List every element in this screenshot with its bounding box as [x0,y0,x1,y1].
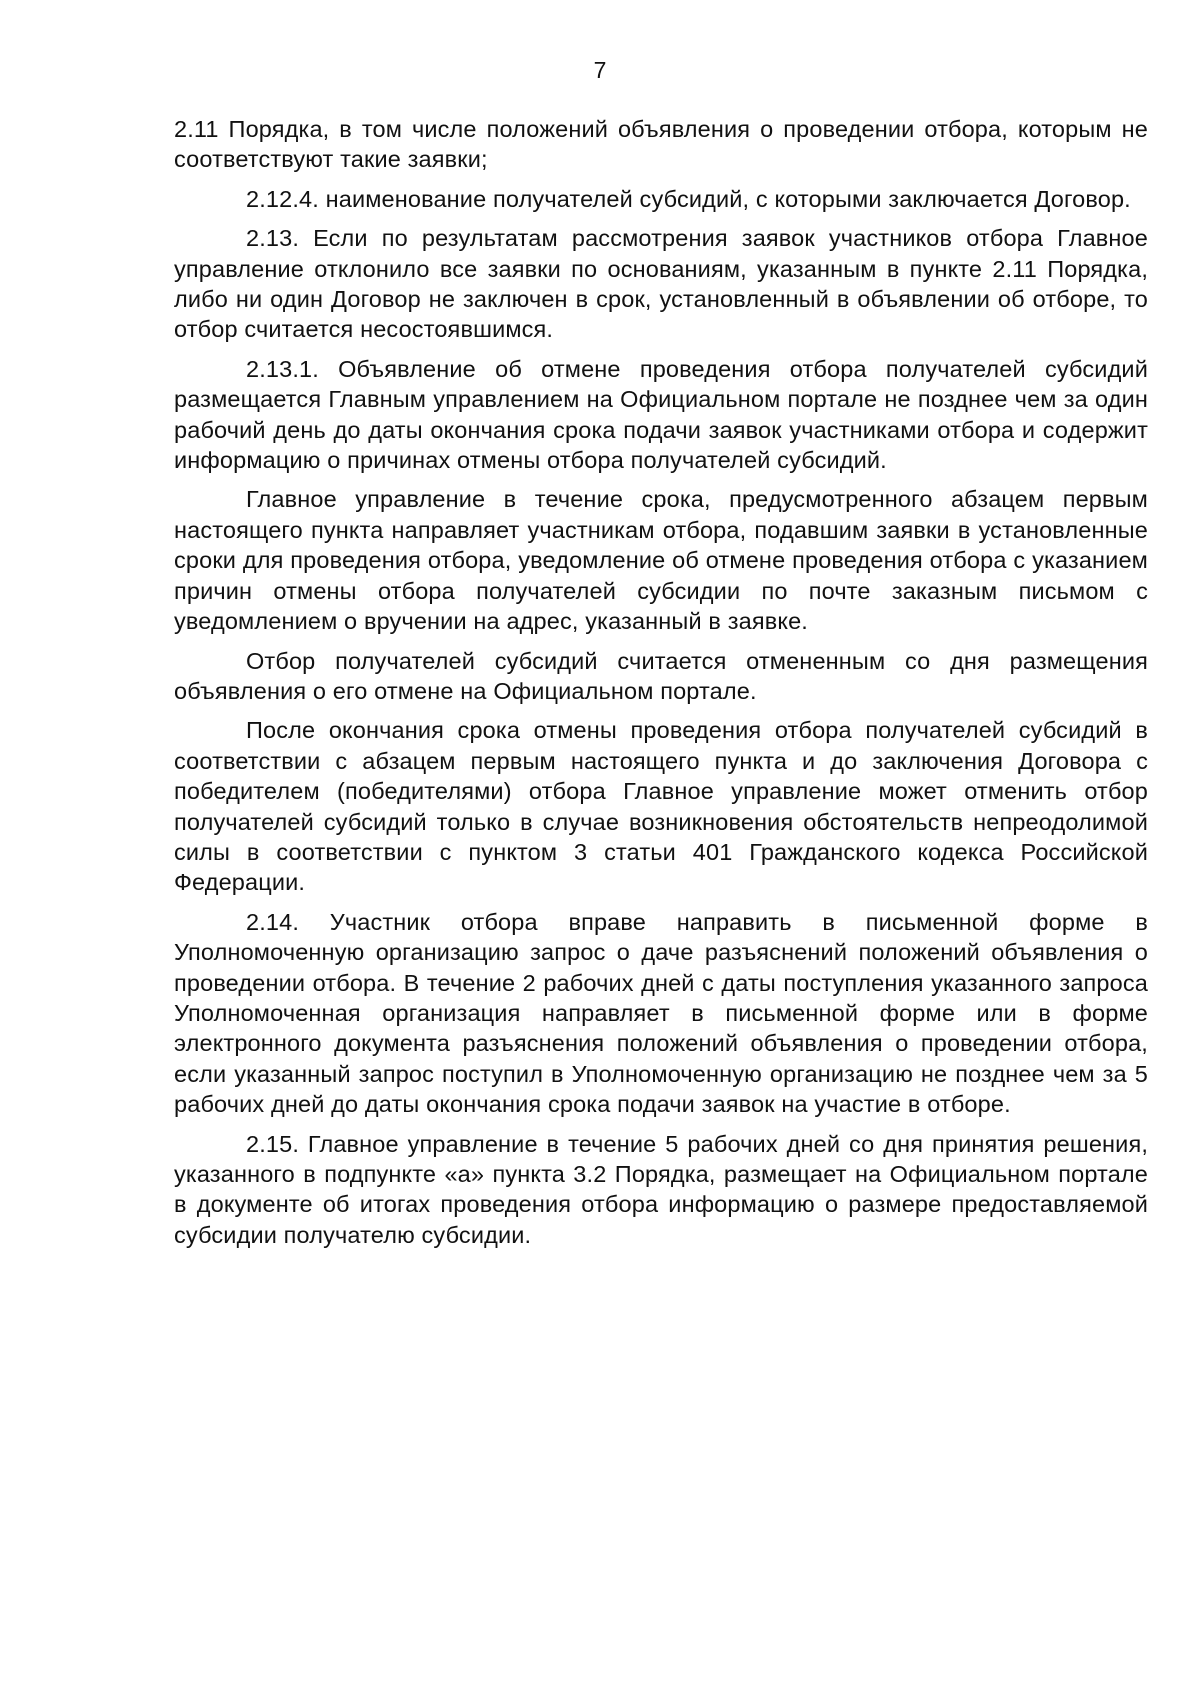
page-number: 7 [593,57,607,83]
paragraph-2-15: 2.15. Главное управление в течение 5 рабочих дней со дня принятия решения, указанного в подпункте «а» пункта 3.2 Порядка, размещает на Официальном портале в документе об итогах проведения отбора информацию о размере предоставляемой субсидии получателю субсидии. [174,1130,1148,1248]
paragraph-2-14: 2.14. Участник отбора вправе направить в письменной форме в Уполномоченную организацию запрос о даче разъяснений положений объявления о проведении отбора. В течение 2 рабочих дней с даты поступления указанного запроса Уполномоченная организация направляет в письменной форме или в форме электронного документа разъяснения положений объявления о проведении отбора, если указанный запрос поступил в Уполномоченную организацию не позднее чем за 5 рабочих дней до даты окончания срока подачи заявок на участие в отборе. [174,908,1148,1118]
paragraph-force-majeure: После окончания срока отмены проведения отбора получателей субсидий в соответствии с абзацем первым настоящего пункта и до заключения Договора с победителем (победителями) отбора Главное управление может отменить отбор получателей субсидий только в случае возникновения обстоятельств непреодолимой силы в соответствии с пунктом 3 статьи 401 Гражданского кодекса Российской Федерации. [174,717,1148,896]
paragraph-2-13-1: 2.13.1. Объявление об отмене проведения отбора получателей субсидий размещается Главным управлением на Официальном портале не позднее чем за один рабочий день до даты окончания срока подачи заявок участниками отбора и содержит информацию о причинах отмены отбора получателей субсидий. [174,355,1148,474]
paragraph-2-12-4: 2.12.4. наименование получателей субсидий, с которыми заключается Договор. [246,185,1131,212]
paragraph-cancellation-effective: Отбор получателей субсидий считается отмененным со дня размещения объявления о его отмене на Официальном портале. [174,647,1148,704]
document-body [174,114,1148,1259]
paragraph-2-13: 2.13. Если по результатам рассмотрения заявок участников отбора Главное управление отклонило все заявки по основаниям, указанным в пункте 2.11 Порядка, либо ни один Договор не заключен в срок, установленный в объявлении об отборе, то отбор считается несостоявшимся. [174,225,1148,343]
paragraph-2-11-continuation: 2.11 Порядка, в том числе положений объявления о проведении отбора, которым не соответствуют такие заявки; [174,116,1148,173]
paragraph-notification: Главное управление в течение срока, предусмотренного абзацем первым настоящего пункта направляет участникам отбора, подавшим заявки в установленные сроки для проведения отбора, уведомление об отмене проведения отбора с указанием причин отмены отбора получателей субсидии по почте заказным письмом с уведомлением о вручении на адрес, указанный в заявке. [174,486,1148,635]
